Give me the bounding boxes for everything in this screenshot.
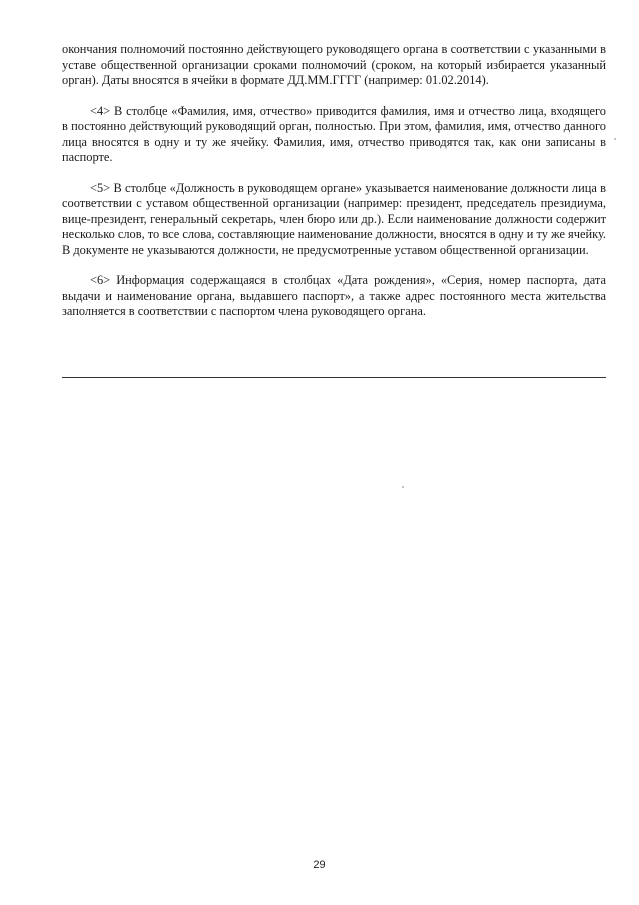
scan-speck <box>402 486 404 488</box>
document-body <box>62 42 606 335</box>
page-number: 29 <box>313 859 326 871</box>
separator-line <box>62 377 606 378</box>
scan-speck <box>614 138 616 140</box>
paragraph-note-4: <4> В столбце «Фамилия, имя, отчество» приводится фамилия, имя и отчество лица, входящего в постоянно действующий руководящий орган, полностью. При этом, фамилия, имя, отчество данного лица вносятся в одну и ту же ячейку. Фамилия, имя, отчество приводятся так, как они записаны в паспорте. <box>62 103 606 164</box>
paragraph-continuation: окончания полномочий постоянно действующего руководящего органа в соответствии с указанными в уставе общественной организации сроками полномочий (сроком, на который избирается указанный орган). Даты вносятся в ячейки в формате ДД.ММ.ГГГГ (например: 01.02.2014). <box>62 42 606 87</box>
paragraph-note-5: <5> В столбце «Должность в руководящем органе» указывается наименование должности лица в соответствии с уставом общественной организации (например: президент, председатель президиума, вице-президент, генеральный секретарь, член бюро или др.). Если наименование должности содержит несколько слов, то все слова, составляющие наименование должности, вносятся в одну и ту же ячейку. В документе не указываются должности, не предусмотренные уставом общественной организации. <box>62 180 607 257</box>
paragraph-note-6: <6> Информация содержащаяся в столбцах «Дата рождения», «Серия, номер паспорта, дата выдачи и наименование органа, выдавшего паспорт», а также адрес постоянного места жительства заполняется в соответствии с паспортом члена руководящего органа. <box>62 273 606 318</box>
